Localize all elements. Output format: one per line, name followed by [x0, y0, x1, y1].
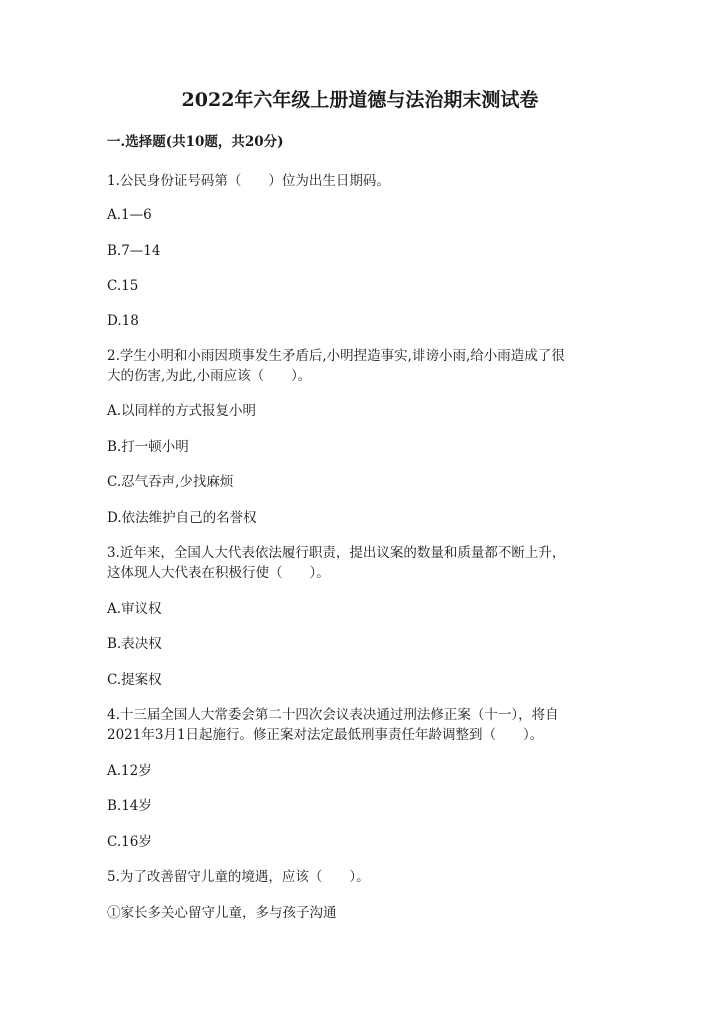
question-4-option-c: C.16岁: [107, 834, 152, 850]
question-5-item-1: ①家长多关心留守儿童，多与孩子沟通: [107, 905, 337, 921]
section-heading: 一.选择题(共10题，共20分): [107, 134, 284, 150]
question-1-stem: 1.公民身份证号码第（ ）位为出生日期码。: [107, 173, 390, 189]
question-4-option-a: A.12岁: [107, 763, 152, 779]
question-4-stem-line-1: 4.十三届全国人大常委会第二十四次会议表决通过刑法修正案（十一），将自: [107, 707, 559, 723]
question-2-option-d: D.依法维护自己的名誉权: [107, 510, 257, 526]
question-3-option-b: B.表决权: [107, 636, 162, 652]
page-title: 2022年六年级上册道德与法治期末测试卷: [181, 89, 539, 111]
question-3-stem-line-1: 3.近年来，全国人大代表依法履行职责，提出议案的数量和质量都不断上升，: [107, 545, 566, 561]
question-1-option-d: D.18: [107, 313, 139, 329]
question-1-option-c: C.15: [107, 278, 139, 294]
question-3-option-a: A.审议权: [107, 601, 162, 617]
question-2-option-a: A.以同样的方式报复小明: [107, 403, 257, 419]
question-5-stem: 5.为了改善留守儿童的境遇，应该（ ）。: [107, 869, 370, 885]
question-1-option-b: B.7—14: [107, 243, 161, 259]
question-4-option-b: B.14岁: [107, 798, 152, 814]
question-1-option-a: A.1—6: [107, 207, 152, 223]
question-3-option-c: C.提案权: [107, 672, 162, 688]
question-2-option-b: B.打一顿小明: [107, 439, 189, 455]
question-2-stem-line-2: 大的伤害,为此,小雨应该（ ）。: [107, 368, 312, 384]
question-4-stem-line-2: 2021年3月1日起施行。修正案对法定最低刑事责任年龄调整到（ ）。: [107, 727, 544, 743]
question-3-stem-line-2: 这体现人大代表在积极行使（ ）。: [107, 565, 330, 581]
question-2-option-c: C.忍气吞声,少找麻烦: [107, 474, 234, 490]
question-2-stem-line-1: 2.学生小明和小雨因琐事发生矛盾后,小明捏造事实,诽谤小雨,给小雨造成了很: [107, 348, 565, 364]
